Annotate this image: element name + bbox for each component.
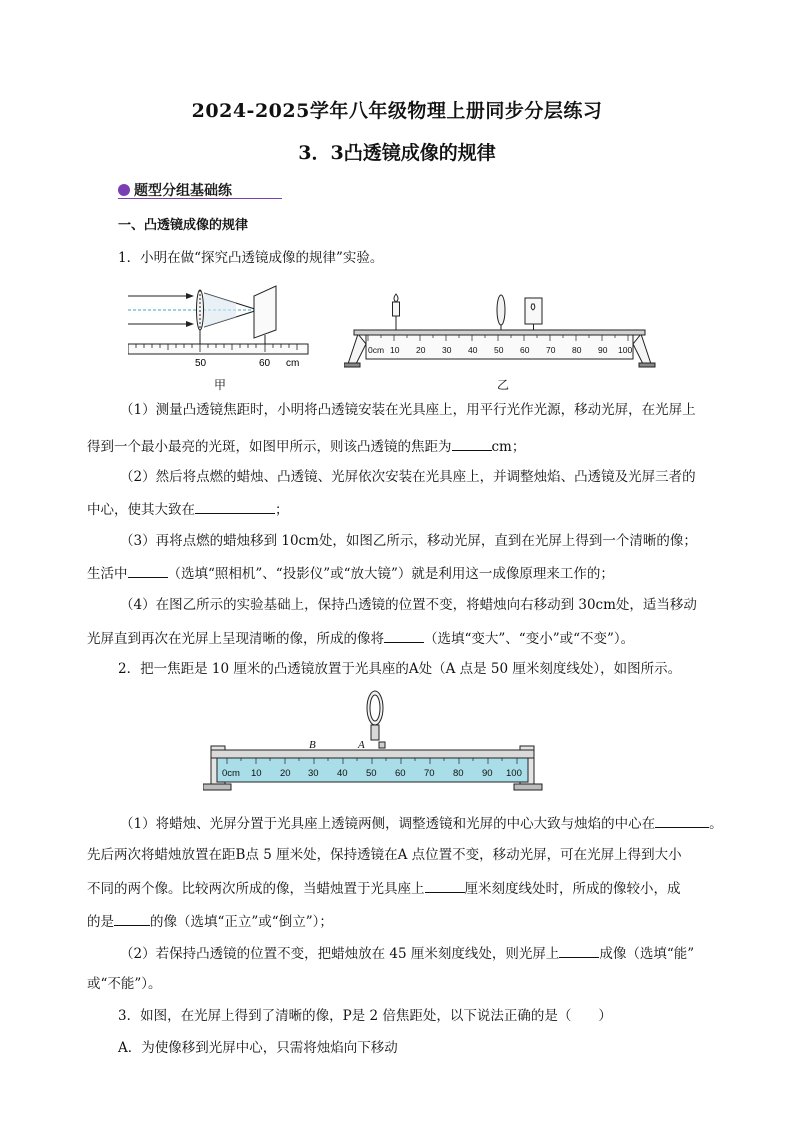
q2-part1-text: （1）将蜡烛、光屏分置于光具座上透镜两侧，调整透镜和光屏的中心大致与烛焰的中心在 [120,816,656,832]
bullet-dot-icon [118,184,130,196]
q2-part2-text: （2）若保持凸透镜的位置不变，把蜡烛放在 45 厘米刻度线处，则光屏上 [120,946,560,962]
figure-jia-caption: 甲 [214,378,227,392]
section-label: 题型分组基础练 [134,183,232,199]
q1-part4-line2 [87,628,634,648]
subsection-heading: 一、凸透镜成像的规律 [118,218,249,233]
answer-blank[interactable] [195,499,275,514]
yi-tick-80: 80 [572,345,582,355]
q2-tick-60: 60 [395,768,406,779]
q2-part1-line1 [120,813,723,833]
jia-tick-60: 60 [259,358,271,369]
q2-part1-end: 。 [709,816,723,832]
q2-part2-line2: 或“不能”）。 [87,976,162,992]
q2-part1-text3: 不同的两个像。比较两次所成的像，当蜡烛置于光具座上 [87,881,425,897]
answer-blank[interactable] [655,813,709,828]
q2-part2-end: 成像（选填“能” [599,946,695,962]
q2-tick-90: 90 [482,768,493,779]
jia-tick-50: 50 [195,358,207,369]
q2-tick-50: 50 [366,768,377,779]
q1-stem: 1．小明在做“探究凸透镜成像的规律”实验。 [118,250,384,266]
q2-part2-line1 [120,943,694,963]
q1-part3-text: 生活中 [87,566,128,582]
q1-part1-line2 [87,436,525,456]
q1-part4-line1: （4）在图乙所示的实验基础上，保持凸透镜的位置不变，将蜡烛向右移动到 30cm处，适当移动 [120,597,697,613]
jia-tick-unit: cm [286,358,300,369]
q1-part3-line2 [87,563,614,583]
yi-tick-40: 40 [468,345,478,355]
figure-q2-optical-bench [203,690,543,796]
document-title: 2024-2025学年八年级物理上册同步分层练习 [191,100,603,122]
q2-tick-30: 30 [308,768,319,779]
q2-tick-80: 80 [453,768,464,779]
yi-tick-60: 60 [520,345,530,355]
q1-part3-end: （选填“照相机”、“投影仪”或“放大镜”）就是利用这一成像原理来工作的； [167,566,614,582]
answer-blank[interactable] [452,436,492,451]
q1-part1-text: 得到一个最小最亮的光斑，如图甲所示，则该凸透镜的焦距为 [87,439,452,455]
q2-part1-text4: 的是 [87,914,114,930]
yi-tick-50: 50 [494,345,504,355]
q2-tick-100: 100 [506,768,522,779]
q1-part1-line1: （1）测量凸透镜焦距时，小明将凸透镜安装在光具座上，用平行光作光源，移动光屏，在光屏上 [120,402,696,418]
figure-jia [128,280,313,370]
answer-blank[interactable] [559,943,599,958]
q1-part2-text: 中心，使其大致在 [87,502,195,518]
q2-tick-0: 0cm [222,768,240,779]
section-underline [118,198,282,199]
q3-option-a[interactable]: A．为使像移到光屏中心，只需将烛焰向下移动 [118,1040,398,1056]
answer-blank[interactable] [128,563,168,578]
yi-tick-100: 100 [618,345,633,355]
q2-part1-line4 [87,911,333,931]
q1-part2-end: ； [275,502,289,518]
lesson-title: 3．3凸透镜成像的规律 [298,142,496,164]
q1-part2-line1: （2）然后将点燃的蜡烛、凸透镜、光屏依次安装在光具座上，并调整烛焰、凸透镜及光屏三者的 [120,469,696,485]
q2-point-b-label: B [309,739,316,751]
q1-part4-end: （选填“变大”、“变小”或“不变”）。 [424,631,635,647]
answer-blank[interactable] [384,628,424,643]
yi-tick-10: 10 [390,345,400,355]
q1-part1-unit: cm； [491,439,526,455]
q1-part2-line2 [87,499,289,519]
yi-tick-20: 20 [416,345,426,355]
q1-part4-text: 光屏直到再次在光屏上呈现清晰的像，所成的像将 [87,631,384,647]
q2-stem: 2．把一焦距是 10 厘米的凸透镜放置于光具座的A处（A 点是 50 厘米刻度线处），如图所示。 [118,661,682,677]
section-heading [118,180,232,200]
figure-yi-caption: 乙 [497,378,510,392]
q2-tick-40: 40 [337,768,348,779]
figure-yi [344,290,659,375]
yi-tick-0: 0cm [368,345,385,355]
answer-blank[interactable] [114,911,150,926]
yi-tick-30: 30 [442,345,452,355]
q2-tick-70: 70 [424,768,435,779]
q2-point-a-label: A [358,739,365,751]
q2-tick-20: 20 [280,768,291,779]
q2-part1-end4: 的像（选填“正立”或“倒立”）； [150,914,333,930]
q3-stem: 3．如图，在光屏上得到了清晰的像，P是 2 倍焦距处，以下说法正确的是（ ） [118,1008,612,1024]
yi-tick-70: 70 [546,345,556,355]
q2-part1-end3: 厘米刻度线处时，所成的像较小，成 [464,881,681,897]
q2-part1-line3 [87,878,681,898]
q1-part3-line1: （3）再将点燃的蜡烛移到 10cm处，如图乙所示，移动光屏，直到在光屏上得到一个清晰的像； [120,533,697,549]
yi-tick-90: 90 [598,345,608,355]
answer-blank[interactable] [425,878,465,893]
q2-part1-line2: 先后两次将蜡烛放置在距B点 5 厘米处，保持透镜在A 点位置不变，移动光屏，可在光屏上得到大小 [87,847,682,863]
q2-tick-10: 10 [251,768,262,779]
